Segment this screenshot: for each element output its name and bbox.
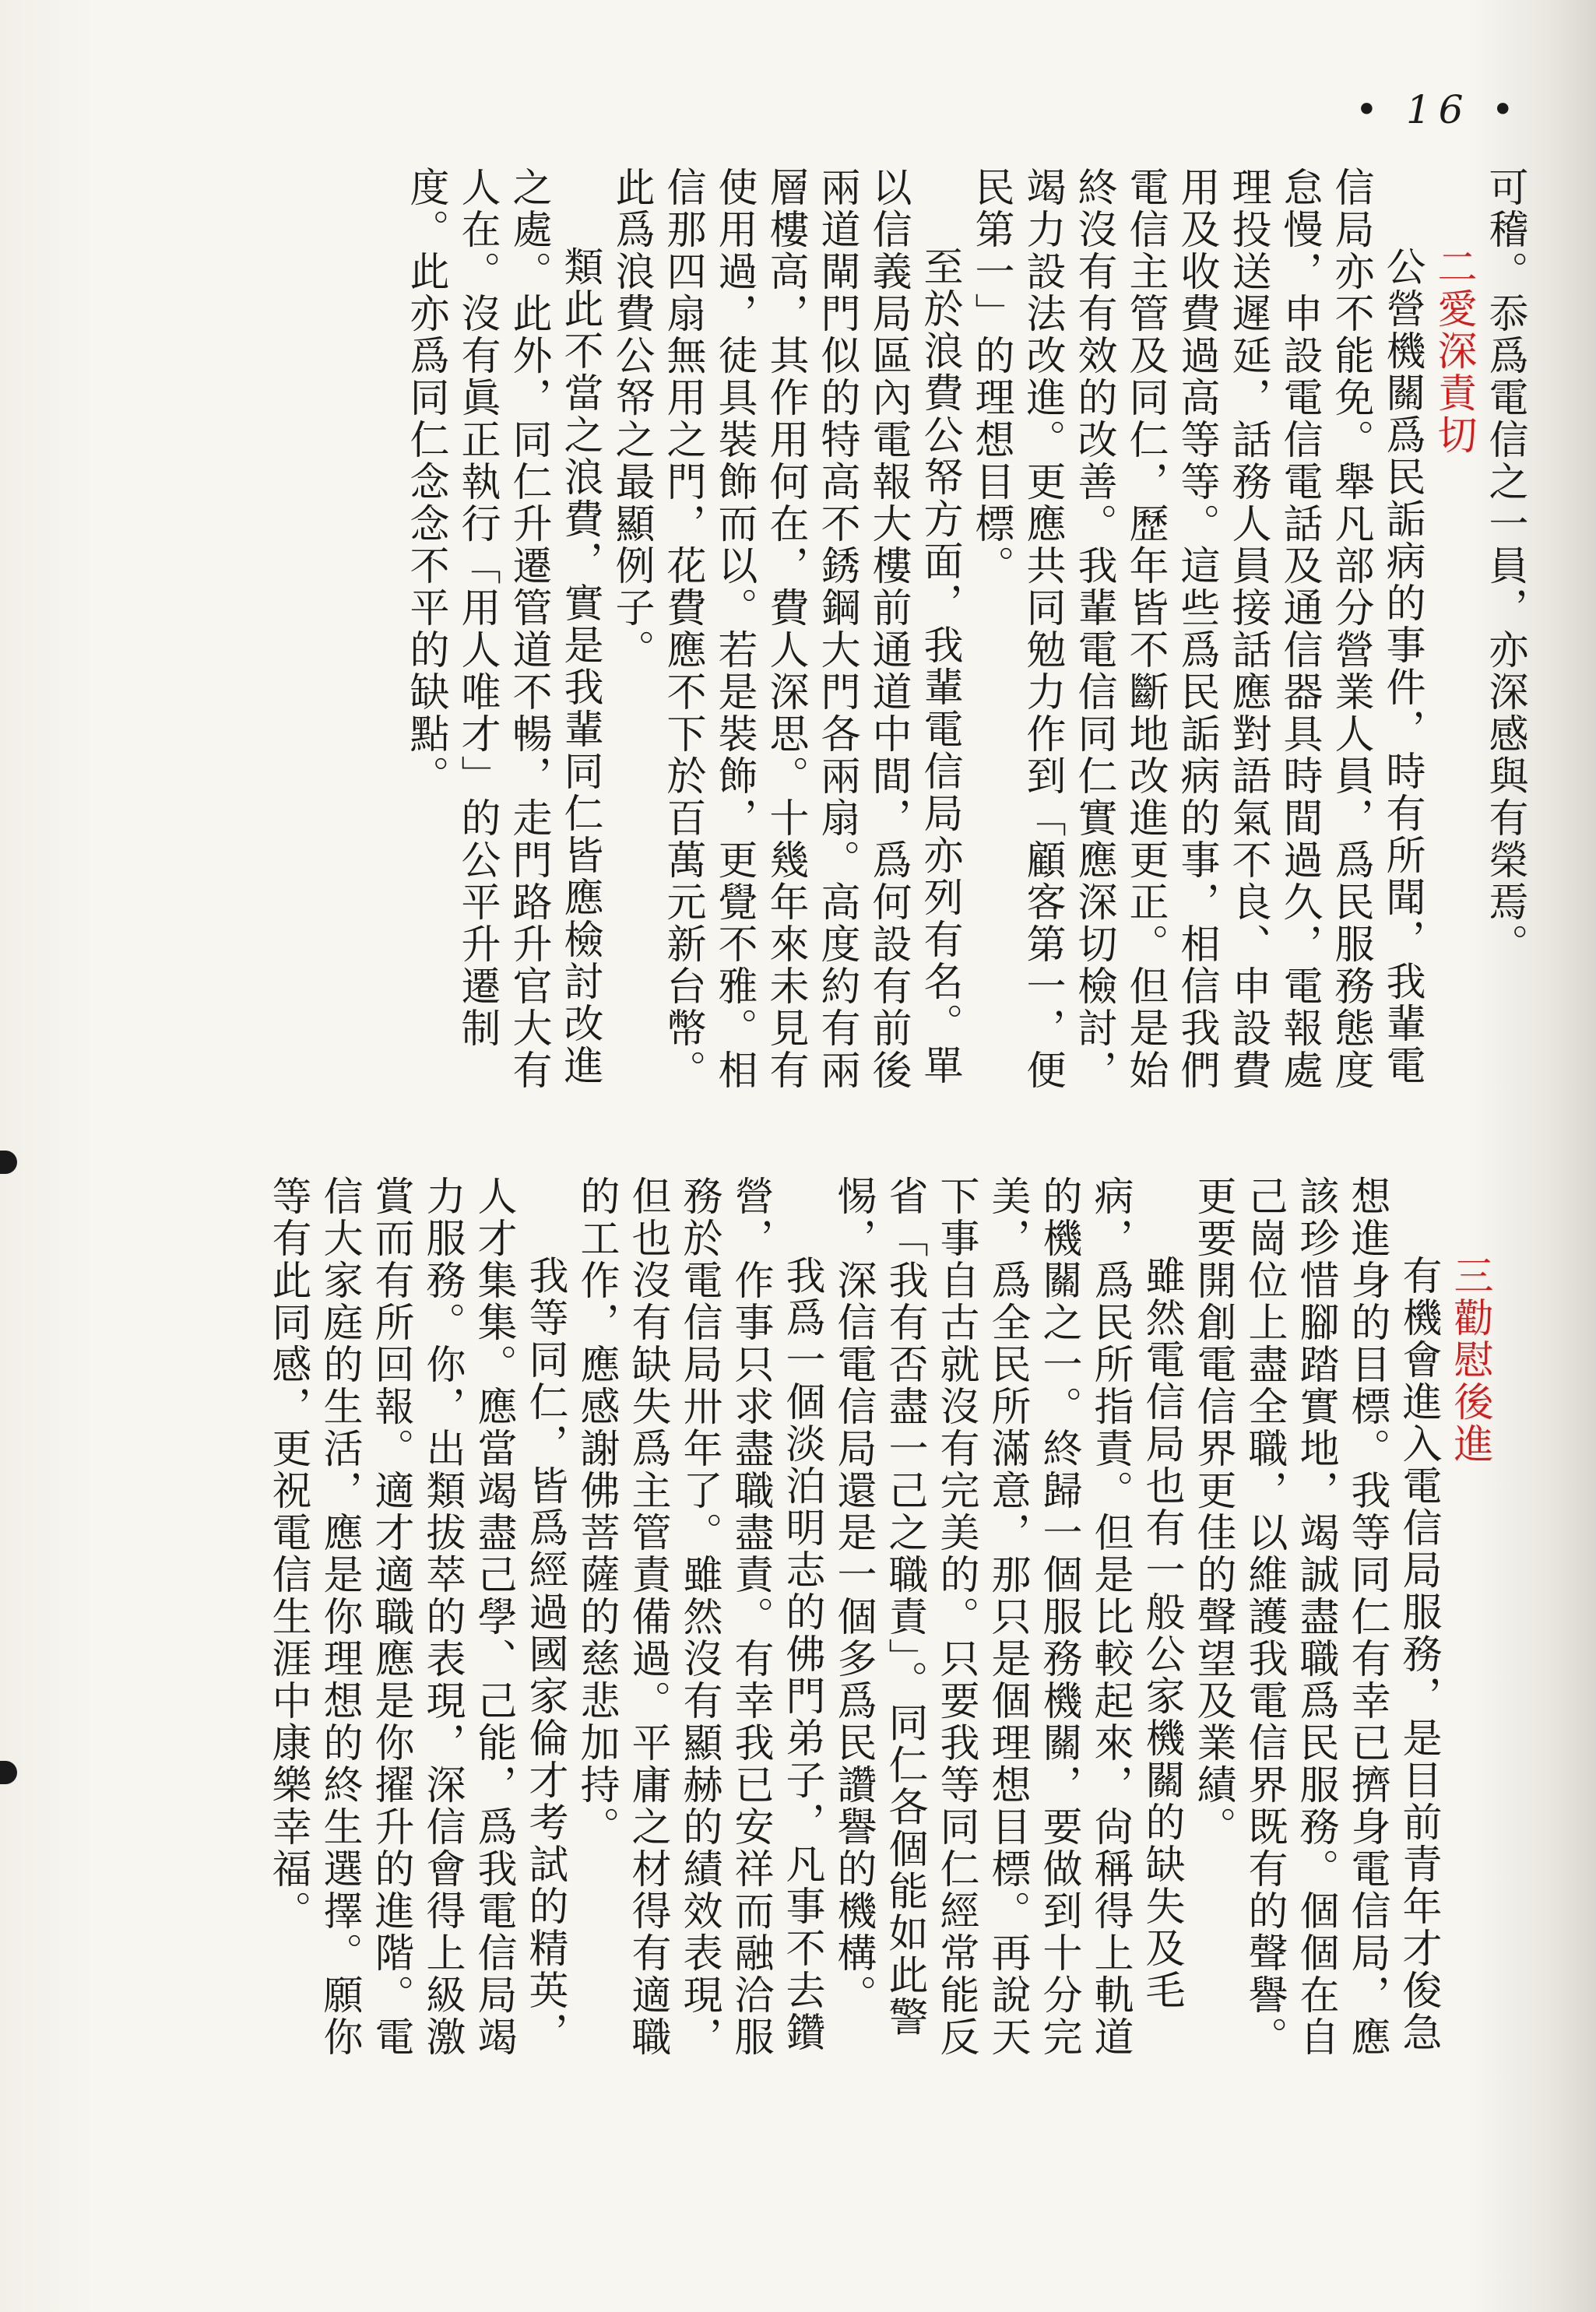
carryover-text: 可稽。忝爲電信之一員，亦深感與有榮焉。 <box>1482 167 1527 965</box>
paragraph: 公營機關爲民詬病的事件，時有所聞，我輩電信局亦不能免。舉凡部分營業人員，爲民服務態度怠慢，申設電信電話及通信器具時間過久，電報處理投送遲延，話務人員接話應對語氣不良、申設費用及收費過高等等。這些爲民詬病的事，相信我們電信主管及同仁，歷年皆不斷地改進更正。但是始終沒有有效的改善。我輩電信同仁實應深切檢討，竭力設法改進。更應共同勉力作到「顧客第一，便民第一」的理想目標。 <box>968 167 1425 1091</box>
paragraph: 至於浪費公帑方面，我輩電信局亦列有名。單以信義局區內電報大樓前通道中間，爲何設有前後兩道閘門似的特高不銹鋼大門各兩扇。高度約有兩層樓高，其作用何在，費人深思。十幾年來未見有使用過，徒具裝飾而以。若是裝飾，更覺不雅。相信那四扇無用之門，花費應不下於百萬元新台幣。此爲浪費公帑之最顯例子。 <box>608 167 962 1091</box>
paragraph: 有機會進入電信局服務，是目前青年才俊急想進身的目標。我等同仁有幸已擠身電信局，應該珍惜腳踏實地，竭誠盡職爲民服務。個個在自己崗位上盡全職，以維護我電信界既有的聲譽。更要開創電信界更佳的聲望及業績。 <box>1190 1175 1441 2058</box>
paragraph: 我爲一個淡泊明志的佛門弟子，凡事不去鑽營，作事只求盡職盡責。有幸我已安祥而融洽服務於電信局卅年了。雖然沒有顯赫的績效表現，但也沒有缺失爲主管責備過。平庸之材得有適職的工作，應感謝佛菩薩的慈悲加持。 <box>573 1175 824 2058</box>
top-text-block <box>399 167 1530 1116</box>
paragraph: 類此不當之浪費，實是我輩同仁皆應檢討改進之處。此外，同仁升遷管道不暢，走門路升官大有人在。沒有眞正執行「用人唯才」的公平升遷制度。此亦爲同仁念念不平的缺點。 <box>403 167 603 1091</box>
bottom-text-block <box>262 1175 1495 2078</box>
paragraph: 我等同仁，皆爲經過國家倫才考試的精英，人才集集。應當竭盡己學、己能，爲我電信局竭力服務。你，出類拔萃的表現，深信會得上級激賞而有所回報。適才適職應是你擢升的進階。電信大家庭的生活，應是你理想的終生選擇。願你等有此同感，更祝電信生涯中康樂幸福。 <box>265 1175 568 2058</box>
section-heading-3: 三勸慰後進 <box>1447 1255 1492 1465</box>
page-number: • 16 • <box>1355 87 1522 132</box>
binder-hole <box>0 1151 17 1174</box>
paragraph: 雖然電信局也有一般公家機關的缺失及毛病，爲民所指責。但是比較起來，尙稱得上軌道的機關之一。終歸一個服務機關，要做到十分完美，爲全民所滿意，那只是個理想目標。再說天下事自古就沒有完美的。只要我等同仁經常能反省「我有否盡一己之職責」。同仁各個能如此警惕，深信電信局還是一個多爲民讚譽的機構。 <box>830 1175 1184 2058</box>
binder-hole <box>0 1761 17 1784</box>
section-heading-2: 二愛深責切 <box>1430 246 1476 456</box>
